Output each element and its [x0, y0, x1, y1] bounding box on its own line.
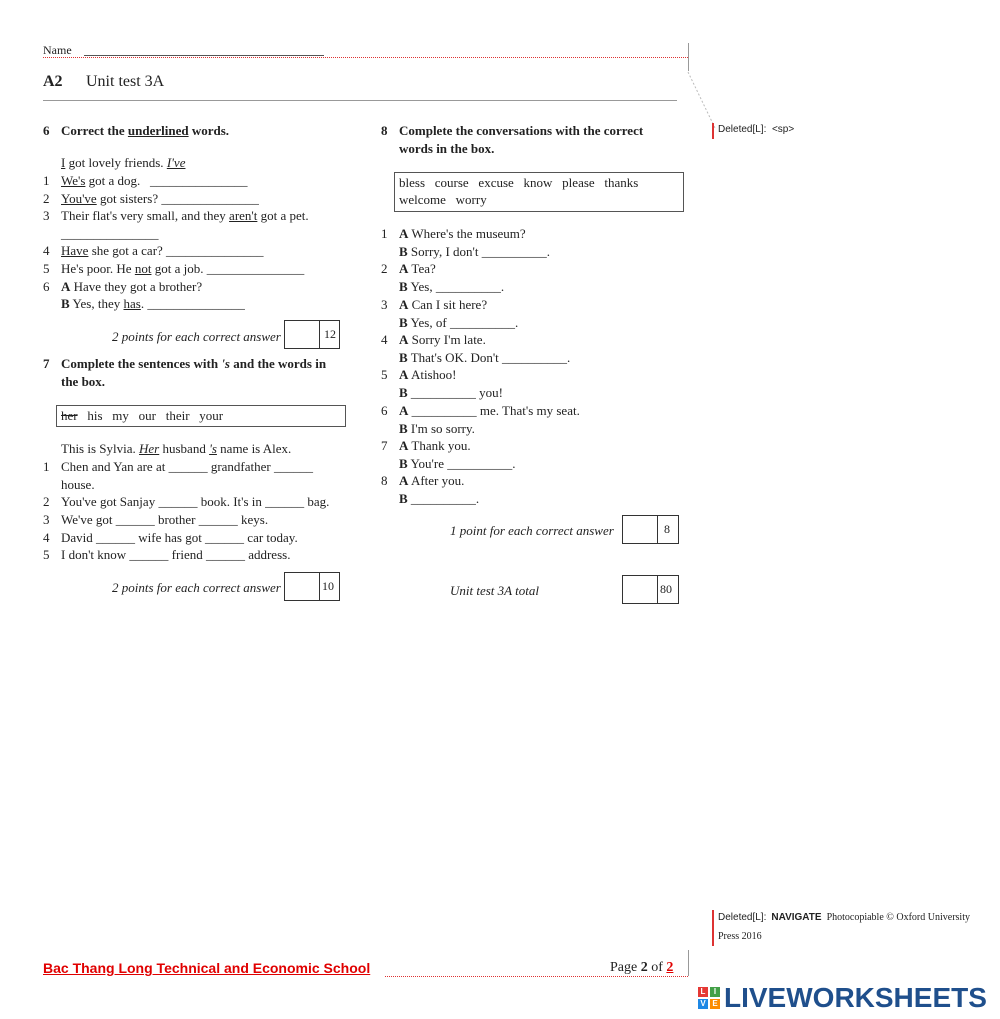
item-number: 3	[43, 512, 50, 527]
item-number: 7	[381, 438, 388, 453]
item-number: 4	[43, 243, 50, 258]
section7-score: 10	[322, 579, 334, 593]
item-number: 8	[381, 473, 388, 488]
level-label: A2	[43, 73, 63, 90]
answer-blank[interactable]: _______________	[150, 173, 248, 188]
section6-heading: Correct the underlined words.	[61, 123, 230, 138]
section7-item-5[interactable]: I don't know ______ friend ______ address.	[61, 547, 291, 562]
answer-blank[interactable]: _______________	[147, 296, 245, 311]
answer-blank[interactable]: _______________	[61, 226, 159, 241]
logo-letter: E	[710, 999, 720, 1009]
section7-score-box	[284, 572, 340, 601]
total-score: 80	[660, 582, 672, 596]
section6-score: 12	[324, 327, 336, 341]
footer-revision-line	[385, 976, 688, 977]
section6-item-6a: A Have they got a brother?	[61, 279, 203, 294]
answer-blank[interactable]: _______________	[161, 191, 259, 206]
deleted-marker-1	[712, 123, 714, 139]
deleted-comment-2-line2: Press 2016	[718, 931, 762, 942]
item-number: 1	[381, 226, 388, 241]
conversation-line-b[interactable]: B Sorry, I don't __________.	[399, 244, 550, 259]
conversation-line-a: A Can I sit here?	[399, 297, 488, 312]
section6-number: 6	[43, 123, 50, 138]
item-number: 3	[381, 297, 388, 312]
answer-blank[interactable]: _______________	[166, 243, 264, 258]
deleted-marker-2	[712, 910, 714, 946]
section7-item-4[interactable]: David ______ wife has got ______ car today.	[61, 530, 298, 545]
section7-item-1[interactable]: Chen and Yan are at ______ grandfather ______	[61, 459, 313, 474]
item-number: 6	[43, 279, 50, 294]
conversation-line-b[interactable]: B That's OK. Don't __________.	[399, 350, 571, 365]
conversation-line-a: A Where's the museum?	[399, 226, 526, 241]
comment-connector	[680, 60, 720, 140]
section8-heading-line2: words in the box.	[399, 141, 495, 156]
footer-connector	[688, 950, 689, 976]
section7-item-1-cont: house.	[61, 477, 95, 492]
section7-points: 2 points for each correct answer	[112, 580, 281, 595]
answer-blank[interactable]: _______________	[206, 261, 305, 276]
name-revision-line	[43, 57, 688, 58]
section8-heading: Complete the conversations with the correct	[399, 123, 644, 138]
section8-points: 1 point for each correct answer	[450, 523, 614, 538]
section6-item-6b: B Yes, they has. _______________	[61, 296, 245, 311]
item-number: 5	[43, 261, 50, 276]
section6-item-2: You've got sisters? _______________	[61, 191, 259, 206]
header-rule	[43, 100, 677, 101]
liveworksheets-logo-icon	[698, 987, 720, 1009]
item-number: 3	[43, 208, 50, 223]
logo-letter: I	[710, 987, 720, 997]
section6-item-1: We's got a dog. _______________	[61, 173, 248, 188]
item-number: 4	[381, 332, 388, 347]
section7-number: 7	[43, 356, 50, 371]
page-title: Unit test 3A	[86, 73, 165, 90]
conversation-line-a: A Sorry I'm late.	[399, 332, 486, 347]
name-label: Name	[43, 43, 72, 57]
item-number: 2	[43, 191, 50, 206]
item-number: 1	[43, 173, 50, 188]
logo-letter: V	[698, 999, 708, 1009]
logo-letter: L	[698, 987, 708, 997]
section8-number: 8	[381, 123, 388, 138]
item-number: 5	[381, 367, 388, 382]
deleted-comment-2: Deleted[L]: NAVIGATE Photocopiable © Oxford University	[718, 912, 970, 923]
conversation-line-b[interactable]: B You're __________.	[399, 456, 516, 471]
liveworksheets-logo-text: LIVEWORKSHEETS	[724, 982, 987, 1013]
conversation-line-b[interactable]: B __________.	[399, 491, 480, 506]
conversation-line-a: A After you.	[399, 473, 465, 488]
conversation-line-a[interactable]: A __________ me. That's my seat.	[399, 403, 580, 418]
section6-example: I got lovely friends. I've	[61, 155, 186, 170]
section6-score-box	[284, 320, 340, 349]
item-number: 2	[43, 494, 50, 509]
section6-points: 2 points for each correct answer	[112, 329, 281, 344]
section7-heading-line2: the box.	[61, 374, 106, 389]
item-number: 4	[43, 530, 50, 545]
conversation-line-a: A Tea?	[399, 261, 436, 276]
conversation-line-b[interactable]: B Yes, of __________.	[399, 315, 519, 330]
conversation-line-b: B I'm so sorry.	[399, 421, 475, 436]
page-number: Page 2 of 2	[610, 960, 674, 975]
item-number: 6	[381, 403, 388, 418]
conversation-line-b[interactable]: B Yes, __________.	[399, 279, 505, 294]
conversation-line-b[interactable]: B __________ you!	[399, 385, 504, 400]
section6-item-4: Have she got a car? _______________	[61, 243, 264, 258]
conversation-line-a: A Thank you.	[399, 438, 471, 453]
total-score-box	[622, 575, 679, 604]
item-number: 1	[43, 459, 50, 474]
section8-words-line2: welcome worry	[399, 192, 487, 207]
section8-score: 8	[664, 522, 670, 536]
section7-example: This is Sylvia. Her husband 's name is Alex.	[61, 441, 292, 456]
name-line	[84, 55, 324, 56]
conversation-line-a: A Atishoo!	[399, 367, 457, 382]
section8-words-line1: bless course excuse know please thanks	[399, 175, 639, 190]
section6-item-3: Their flat's very small, and they aren't got a pet.	[61, 208, 309, 223]
total-label: Unit test 3A total	[450, 583, 539, 598]
section6-item-5: He's poor. He not got a job. _______________	[61, 261, 305, 276]
section7-words: her his my our their your	[61, 408, 224, 423]
section7-heading: Complete the sentences with 's and the words in	[61, 356, 327, 371]
section8-score-box	[622, 515, 679, 544]
deleted-comment-1: Deleted[L]: <sp>	[718, 124, 795, 135]
section7-item-3[interactable]: We've got ______ brother ______ keys.	[61, 512, 269, 527]
item-number: 5	[43, 547, 50, 562]
school-name: Bac Thang Long Technical and Economic School	[43, 960, 371, 976]
item-number: 2	[381, 261, 388, 276]
section7-item-2[interactable]: You've got Sanjay ______ book. It's in ______ bag.	[61, 494, 330, 509]
